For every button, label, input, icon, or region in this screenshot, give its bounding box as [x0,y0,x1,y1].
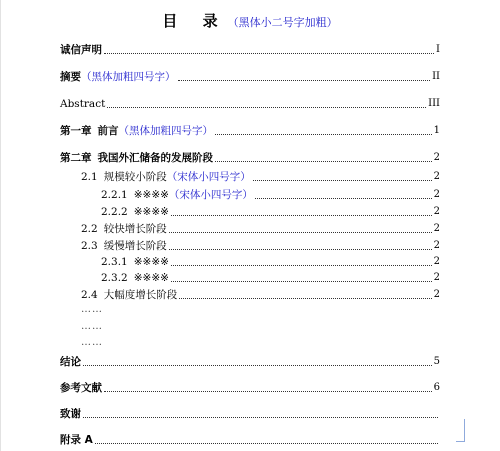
toc-entry-label: 前言 [97,125,119,137]
toc-entry-appendix-a[interactable] [60,431,440,447]
toc-ellipsis: …… [81,337,103,348]
toc-page-number: 1 [433,125,440,136]
toc-leader [179,297,431,299]
toc-entry-label: ※※※※ [133,272,169,284]
toc-entry-label: 诚信声明 [60,44,102,56]
toc-leader [104,390,432,392]
toc-entry-format-note: （宋体小四号字） [166,171,251,183]
toc-page-number: 2 [433,240,440,251]
toc-page-number: 2 [433,206,440,217]
toc-entry-conclusion[interactable] [60,353,440,369]
toc-leader [169,248,432,250]
toc-entry-label: ※※※※ [133,189,169,201]
toc-leader [215,160,432,162]
toc-entry-label: 较快增长阶段 [103,223,167,235]
page-corner-mark [456,419,465,442]
toc-entry-references[interactable] [60,379,440,395]
toc-leader [171,214,432,216]
toc-entry-format-note: （黑体加粗四号字） [81,71,176,83]
toc-entry-number: 2.3 [81,240,98,252]
toc-leader [107,106,426,108]
toc-entry-label: 大幅度增长阶段 [103,289,178,301]
toc-leader [255,197,432,199]
toc-entry-label: 缓慢增长阶段 [103,240,167,252]
toc-entry-label: 参考文献 [60,382,102,394]
toc-entry-label: 我国外汇储备的发展阶段 [97,152,213,164]
toc-entry-number: 第一章 [60,125,92,137]
toc-page-number: 6 [433,382,440,393]
toc-entry-label: ※※※※ [133,206,169,218]
toc-entry-section-2-3-2[interactable] [101,269,440,285]
toc-leader [104,52,434,54]
toc-entry-section-2-3[interactable] [81,237,440,253]
toc-entry-number: 2.4 [81,289,98,301]
toc-leader [95,442,438,444]
toc-entry-section-2-2-1[interactable] [101,186,440,202]
toc-page-number: 2 [433,189,440,200]
toc-ellipsis: …… [81,304,103,315]
toc-entry-abstract-en[interactable] [60,95,440,111]
toc-page-number: 2 [433,272,440,283]
toc-entry-number: 2.2 [81,223,98,235]
toc-page-number: 2 [433,289,440,300]
toc-entry-number: 2.3.1 [101,256,128,268]
toc-entry-number: 2.2.2 [101,206,128,218]
toc-entry-number: 第二章 [60,152,92,164]
toc-leader [169,231,432,233]
toc-entry-section-2-2-2[interactable] [101,203,440,219]
toc-ellipsis: …… [81,321,103,332]
toc-entry-label: 致谢 [60,408,81,420]
toc-entry-section-2-4[interactable] [81,286,440,302]
toc-title-main: 目 录 [162,12,228,30]
toc-entry-format-note: （黑体加粗四号字） [118,125,213,137]
toc-entry-label: 摘要 [60,71,81,83]
toc-entry-label: 附录 A [60,434,93,446]
toc-leader [83,416,438,418]
toc-entry-chapter-2[interactable] [60,149,440,165]
toc-entry-label: ※※※※ [133,256,169,268]
toc-entry-number: 2.2.1 [101,189,128,201]
toc-entry-label: Abstract [60,98,106,110]
toc-entry-section-2-1[interactable] [81,168,440,184]
toc-entry-format-note: （宋体小四号字） [168,189,253,201]
toc-entry-section-2-3-1[interactable] [101,253,440,269]
toc-leader [171,264,432,266]
toc-page-number: 2 [433,256,440,267]
toc-leader [253,179,432,181]
toc-entry-section-2-2[interactable] [81,220,440,236]
toc-entry-abstract-cn[interactable] [60,68,440,84]
toc-page-number: 2 [433,152,440,163]
toc-entry-chapter-1[interactable] [60,122,440,138]
toc-entry-label: 规模较小阶段 [103,171,167,183]
toc-page-number: III [428,98,440,109]
toc-page-number: 2 [433,171,440,182]
toc-page-number: 2 [433,223,440,234]
toc-page-number: II [432,71,440,82]
toc-entry-acknowledgements[interactable] [60,405,440,421]
toc-leader [171,280,432,282]
toc-leader [215,133,432,135]
toc-title-note: （黑体小二号字加粗） [227,16,338,29]
toc-leader [178,79,431,81]
toc-page-number: I [436,44,440,55]
toc-leader [83,364,432,366]
toc-entry-number: 2.3.2 [101,272,128,284]
toc-entry-label: 结论 [60,356,81,368]
toc-entry-integrity-statement[interactable] [60,41,440,57]
toc-entry-number: 2.1 [81,171,98,183]
toc-page-number: 5 [433,356,440,367]
